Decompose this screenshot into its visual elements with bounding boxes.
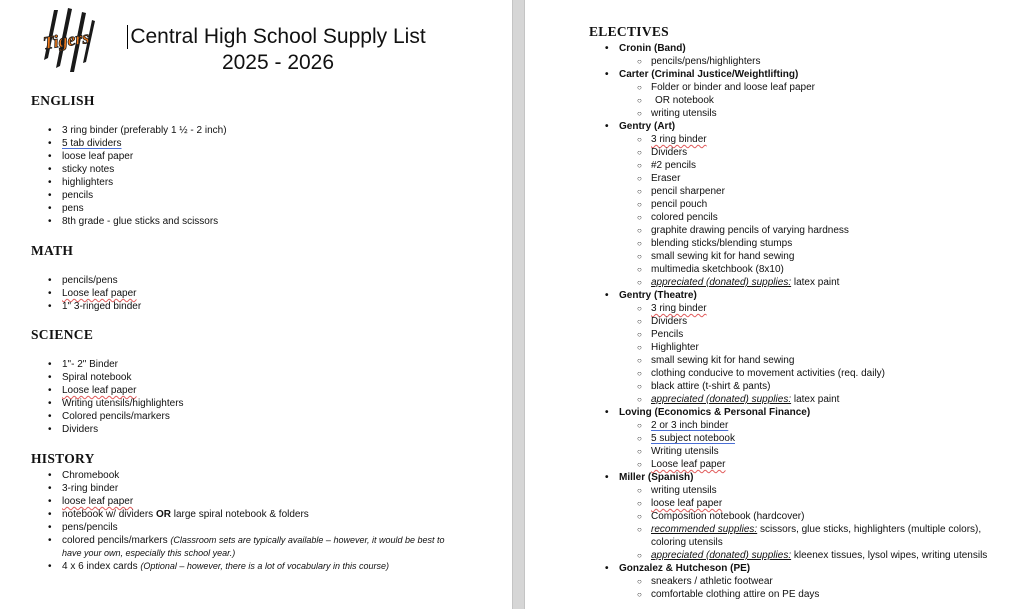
list-item: ○ blending sticks/blending stumps <box>637 237 1010 250</box>
recommended-label: recommended supplies: <box>651 524 758 535</box>
list-item: ○ Highlighter <box>637 341 1010 354</box>
history-heading: HISTORY <box>31 451 95 466</box>
list-item: • Colored pencils/markers <box>48 410 184 423</box>
page-gutter <box>512 0 525 609</box>
list-item: • Chromebook <box>48 469 448 482</box>
list-item: ○ Composition notebook (hardcover) <box>637 510 1010 523</box>
list-item: • Spiral notebook <box>48 371 184 384</box>
list-item: • loose leaf paper <box>48 495 448 508</box>
english-heading: ENGLISH <box>31 93 95 108</box>
list-item <box>605 68 1010 120</box>
list-item: • pens <box>48 202 227 215</box>
list-item: • Loose leaf paper <box>48 287 141 300</box>
list-item: ○ small sewing kit for hand sewing <box>637 250 1010 263</box>
list-item: ○ Dividers <box>637 146 1010 159</box>
title-line-2: 2025 - 2026 <box>221 51 335 74</box>
list-item <box>605 562 1010 601</box>
list-item: • 3-ring binder <box>48 482 448 495</box>
list-item: ○ small sewing kit for hand sewing <box>637 354 1010 367</box>
list-item <box>605 406 1010 471</box>
list-item: ○ pencil sharpener <box>637 185 1010 198</box>
list-item <box>48 534 448 560</box>
english-list <box>48 124 227 228</box>
list-item: ○ #2 pencils <box>637 159 1010 172</box>
list-item: • Writing utensils/highlighters <box>48 397 184 410</box>
list-item: ○ sneakers / athletic footwear <box>637 575 1010 588</box>
teacher-loving: Loving (Economics & Personal Finance) <box>619 407 811 418</box>
list-item: ○ colored pencils <box>637 211 1010 224</box>
list-item: ○ Dividers <box>637 315 1010 328</box>
document-page-right <box>525 0 1024 609</box>
list-item: ○ 2 or 3 inch binder <box>637 419 1010 432</box>
math-heading: MATH <box>31 243 74 258</box>
list-item: ○ black attire (t-shirt & pants) <box>637 380 1010 393</box>
appreciated-label: appreciated (donated) supplies: <box>651 394 792 405</box>
list-item <box>605 42 1010 68</box>
list-item <box>637 276 1010 289</box>
science-list <box>48 358 184 436</box>
list-item: • pens/pencils <box>48 521 448 534</box>
recommended-text: scissors, glue sticks, highlighters (multiple colors), coloring utensils <box>651 524 982 548</box>
list-item: • sticky notes <box>48 163 227 176</box>
list-item: • 1"- 2" Binder <box>48 358 184 371</box>
appreciated-text: latex paint <box>791 394 840 405</box>
list-item: • pencils/pens <box>48 274 141 287</box>
appreciated-text: latex paint <box>791 277 840 288</box>
list-item: ○ pencils/pens/highlighters <box>637 55 1010 68</box>
list-item <box>605 120 1010 289</box>
list-item: • 3 ring binder (preferably 1 ½ - 2 inch) <box>48 124 227 137</box>
history-index-main: 4 x 6 index cards <box>62 561 141 572</box>
list-item: ○ pencil pouch <box>637 198 1010 211</box>
appreciated-label: appreciated (donated) supplies: <box>651 550 792 561</box>
history-colored-main: colored pencils/markers <box>62 535 171 546</box>
list-item: • 1" 3-ringed binder <box>48 300 141 313</box>
math-list <box>48 274 141 313</box>
list-item <box>637 549 1010 562</box>
list-item: ○ 3 ring binder <box>637 133 1010 146</box>
list-item: • 8th grade - glue sticks and scissors <box>48 215 227 228</box>
list-item: ○ Folder or binder and loose leaf paper <box>637 81 1010 94</box>
electives-list <box>605 42 1010 601</box>
list-item: • Loose leaf paper <box>48 384 184 397</box>
history-notebook-or: OR <box>155 509 171 520</box>
teacher-carter: Carter (Criminal Justice/Weightlifting) <box>619 69 799 80</box>
appreciated-label: appreciated (donated) supplies: <box>651 277 792 288</box>
list-item <box>637 523 1010 549</box>
list-item <box>637 393 1010 406</box>
list-item: ○ Pencils <box>637 328 1010 341</box>
teacher-gonzalez: Gonzalez & Hutcheson (PE) <box>619 563 751 574</box>
list-item <box>605 471 1010 562</box>
science-heading: SCIENCE <box>31 327 94 342</box>
page-title <box>128 24 428 76</box>
list-item: ○ Loose leaf paper <box>637 458 1010 471</box>
list-item <box>605 289 1010 406</box>
tigers-logo <box>34 6 100 76</box>
teacher-gentry-theatre: Gentry (Theatre) <box>619 290 697 301</box>
history-list <box>48 469 448 573</box>
list-item: ○ OR notebook <box>637 94 1010 107</box>
list-item: ○ loose leaf paper <box>637 497 1010 510</box>
list-item: ○ multimedia sketchbook (8x10) <box>637 263 1010 276</box>
list-item: • 5 tab dividers <box>48 137 227 150</box>
appreciated-text: kleenex tissues, lysol wipes, writing utensils <box>791 550 988 561</box>
list-item: ○ writing utensils <box>637 484 1010 497</box>
list-item: • pencils <box>48 189 227 202</box>
title-line-1: Central High School Supply List <box>130 25 426 48</box>
electives-heading: ELECTIVES <box>589 24 669 39</box>
list-item <box>48 508 448 521</box>
teacher-cronin: Cronin (Band) <box>619 43 686 54</box>
list-item: ○ graphite drawing pencils of varying hardness <box>637 224 1010 237</box>
list-item: • loose leaf paper <box>48 150 227 163</box>
list-item: • highlighters <box>48 176 227 189</box>
history-notebook-a: notebook w/ dividers <box>62 509 156 520</box>
list-item: ○ 3 ring binder <box>637 302 1010 315</box>
history-colored-note: (Classroom sets are typically available – however, it would be best to have your own, especially this school year.) <box>62 535 445 558</box>
history-index-note: (Optional – however, there is a lot of vocabulary in this course) <box>140 561 389 571</box>
list-item: ○ clothing conducive to movement activities (req. daily) <box>637 367 1010 380</box>
list-item: • Dividers <box>48 423 184 436</box>
logo-text: Tigers <box>41 26 91 54</box>
teacher-miller: Miller (Spanish) <box>619 472 694 483</box>
list-item: ○ comfortable clothing attire on PE days <box>637 588 1010 601</box>
list-item: ○ writing utensils <box>637 107 1010 120</box>
list-item: ○ Writing utensils <box>637 445 1010 458</box>
history-notebook-b: large spiral notebook & folders <box>170 509 309 520</box>
list-item <box>48 560 448 573</box>
list-item: ○ 5 subject notebook <box>637 432 1010 445</box>
list-item: ○ Eraser <box>637 172 1010 185</box>
teacher-gentry-art: Gentry (Art) <box>619 121 676 132</box>
